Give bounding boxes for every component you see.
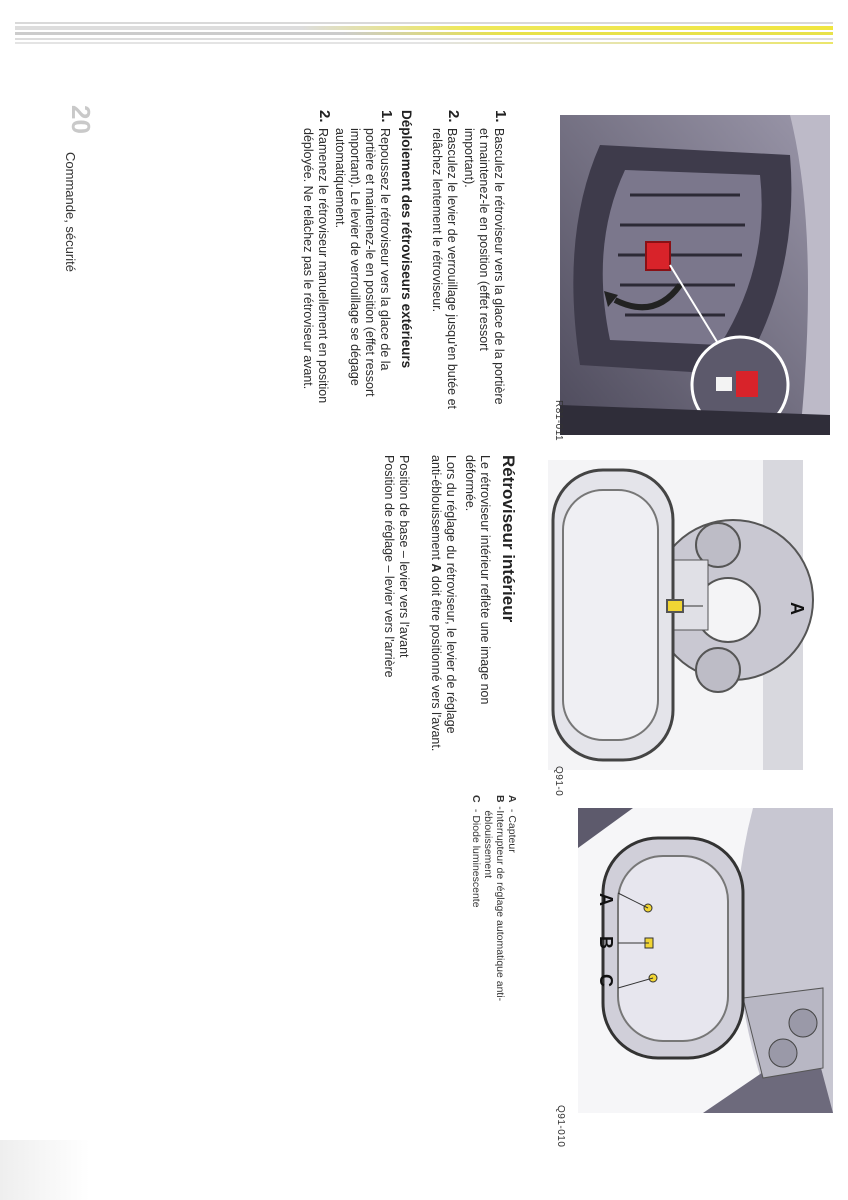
interior-mirror-heading: Rétroviseur intérieur — [499, 455, 518, 623]
figure-code-2: Q91-0 — [553, 766, 564, 797]
auto-dimming-mirror-figure — [578, 808, 833, 1113]
folding-steps — [427, 110, 509, 410]
legend-item: C - Diode luminescente — [470, 795, 482, 908]
deploy-heading: Déploiement des rétroviseurs extérieurs — [399, 110, 414, 369]
figure-code-3: Q91-010 — [555, 1105, 566, 1148]
figure3-callout-a: A — [596, 893, 616, 906]
figure2-callout-a: A — [787, 602, 807, 615]
figure-code-1: R81-011 — [553, 400, 564, 442]
interior-line-base: Position de base – levier vers l'avant — [397, 455, 411, 658]
interior-para-1: Le rétroviseur intérieur reflète une image non déformée. — [463, 455, 492, 705]
interior-para-2: Lors du réglage du rétroviseur, le levier de réglage anti-éblouissement A doit être positionné vers l'avant. — [429, 455, 458, 752]
page-number: 20 — [66, 105, 96, 134]
interior-mirror-figure — [548, 460, 807, 770]
figure3-callout-b: B — [596, 936, 616, 949]
legend-item: A - Capteur — [506, 795, 518, 853]
deploy-step: 2. Ramenez le rétroviseur manuellement en position déployée. Ne relâchez pas le rétroviseur avant. — [301, 110, 333, 404]
folding-step: 1. Basculez le rétroviseur vers la glace de la portière et maintenez-le en position (effet ressort important). — [462, 110, 509, 405]
figure3-legend — [470, 795, 518, 1005]
legend-item: B - Interrupteur de réglage automatique anti-éblouissement — [482, 795, 506, 1002]
section-title: Commande, sécurité — [63, 152, 78, 272]
exterior-mirror-figure — [560, 115, 830, 435]
deploy-step: 1. Repoussez le rétroviseur vers la glace de la portière et maintenez-le en position (effet ressort important). Le levier de verrouillage se dégage automatiquement. — [333, 110, 395, 397]
figure3-callout-c: C — [596, 974, 616, 987]
deploy-steps — [298, 110, 395, 410]
folding-step: 2. Basculez le levier de verrouillage jusqu'en butée et relâchez lentement le rétroviseur. — [430, 110, 462, 410]
interior-line-reglage: Position de réglage – levier vers l'arrière — [382, 455, 396, 678]
